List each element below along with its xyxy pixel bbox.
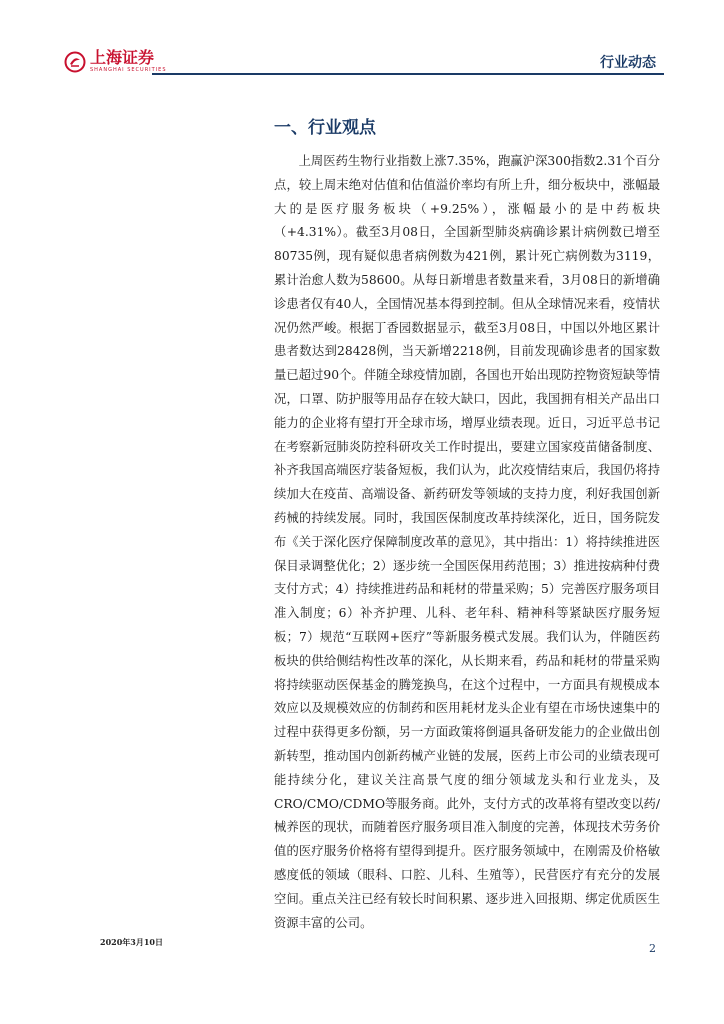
page-number: 2 (649, 942, 656, 955)
report-category: 行业动态 (600, 55, 656, 71)
logo-name-cn: 上海证券 (90, 48, 155, 67)
logo-name-en: SHANGHAI SECURITIES (90, 67, 167, 73)
body-text (274, 150, 660, 935)
section-title: 一、行业观点 (274, 118, 376, 138)
company-logo (64, 50, 167, 73)
logo-emblem-icon (64, 51, 86, 73)
footer-date: 2020年3月10日 (100, 937, 163, 947)
page-header (0, 0, 724, 80)
body-paragraph: 上周医药生物行业指数上涨7.35%，跑赢沪深300指数2.31个百分点，较上周末绝对估值和估值溢价率均有所上升，细分板块中，涨幅最大的是医疗服务板块（+9.25%），涨幅最小的是中药板块（+4.31%）。截至3月08日，全国新型肺炎病确诊累计病例数已增至80735例，现有疑似患者病例数为421例，累计死亡病例数为3119，累计治愈人数为58600。从每日新增患者数量来看，3月08日的新增确诊患者仅有40人，全国情况基本得到控制。但从全球情况来看，疫情状况仍然严峻。根据丁香园数据显示，截至3月08日，中国以外地区累计患者数达到28428例，当天新增2218例，目前发现确诊患者的国家数量已超过90个。伴随全球疫情加剧，各国也开始出现防控物资短缺等情况，口罩、防护服等用品存在较大缺口，因此，我国拥有相关产品出口能力的企业将有望打开全球市场，增厚业绩表现。近日，习近平总书记在考察新冠肺炎防控科研攻关工作时提出，要建立国家疫苗储备制度、补齐我国高端医疗装备短板，我们认为，此次疫情结束后，我国仍将持续加大在疫苗、高端设备、新药研发等领域的支持力度，利好我国创新药械的持续发展。同时，我国医保制度改革持续深化，近日，国务院发布《关于深化医疗保障制度改革的意见》，其中指出：1）将持续推进医保目录调整优化；2）逐步统一全国医保用药范围；3）推进按病种付费支付方式；4）持续推进药品和耗材的带量采购；5）完善医疗服务项目准入制度；6）补齐护理、儿科、老年科、精神科等紧缺医疗服务短板；7）规范“互联网+医疗”等新服务模式发展。我们认为，伴随医药板块的供给侧结构性改革的深化，从长期来看，药品和耗材的带量采购将持续驱动医保基金的腾笼换鸟，在这个过程中，一方面具有规模成本效应以及规模效应的仿制药和医用耗材龙头企业有望在市场快速集中的过程中获得更多份额，另一方面政策将倒逼具备研发能力的企业做出创新转型，推动国内创新药械产业链的发展，医药上市公司的业绩表现可能持续分化，建议关注高景气度的细分领域龙头和行业龙头，及CRO/CMO/CDMO等服务商。此外，支付方式的改革将有望改变以药/械养医的现状，而随着医疗服务项目准入制度的完善，体现技术劳务价值的医疗服务价格将有望得到提升。医疗服务领域中，在刚需及价格敏感度低的领域（眼科、口腔、儿科、生殖等），民营医疗有充分的发展空间。重点关注已经有较长时间积累、逐步进入回报期、绑定优质医生资源丰富的公司。 (274, 154, 660, 930)
header-divider (152, 73, 664, 75)
